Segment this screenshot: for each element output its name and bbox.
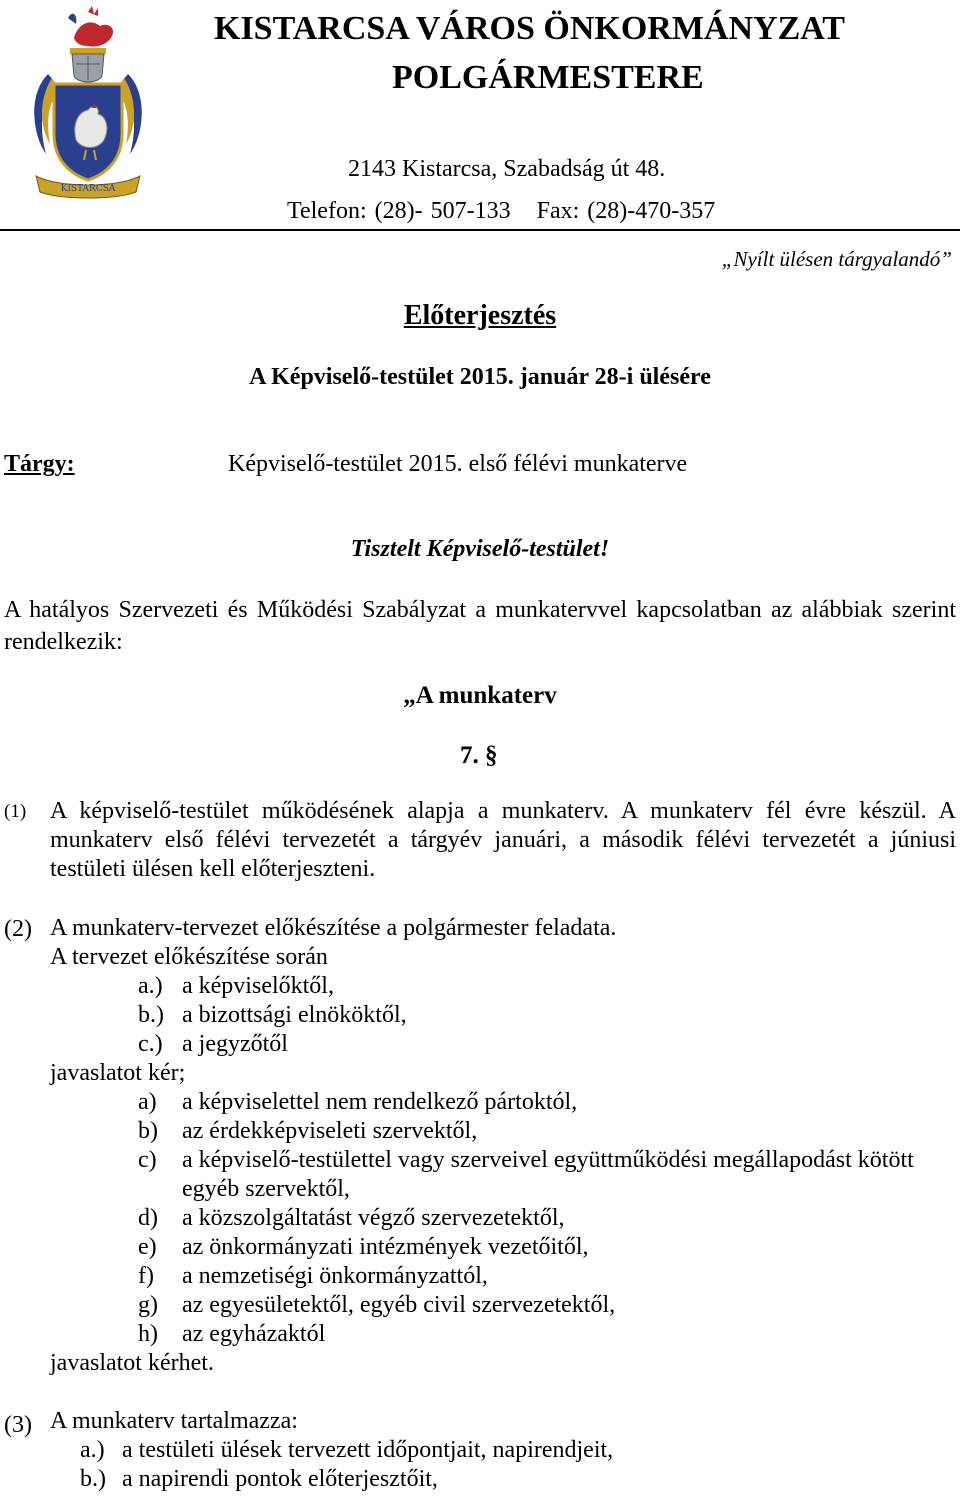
list-item: az egyesületektől, egyéb civil szervezetektől, [182, 1292, 616, 1318]
paragraph-text: javaslatot kérhet. [50, 1350, 214, 1376]
section-number: 7. § [460, 742, 498, 769]
header-divider [0, 229, 960, 231]
coat-of-arms-logo [28, 4, 148, 204]
greeting: Tisztelt Képviselő-testület! [350, 536, 610, 562]
list-item: az egyházaktól [182, 1321, 326, 1347]
list-item-label: c.) [138, 1031, 163, 1057]
phone-number: Telefon: (28)- 507-133 [287, 198, 511, 224]
office-title-line2: POLGÁRMESTERE [392, 59, 704, 96]
list-item-label: d) [138, 1205, 158, 1231]
subject-label: Tárgy: [4, 451, 75, 477]
list-item: a közszolgáltatást végző szervezetektől, [182, 1205, 565, 1231]
list-item-label: e) [138, 1234, 157, 1260]
intro-paragraph: A hatályos Szervezeti és Működési Szabályzat a munkatervvel kapcsolatban az alábbiak szerint rendelkezik: [4, 597, 956, 655]
paragraph-1 [4, 797, 956, 884]
paragraph-text: A tervezet előkészítése során [50, 944, 328, 970]
list-item-continuation: egyéb szervektől, [182, 1176, 350, 1202]
paragraph-text: A munkaterv-tervezet előkészítése a polgármester feladata. [50, 915, 617, 941]
list-item-label: f) [138, 1263, 154, 1289]
paragraph-text: javaslatot kér; [50, 1060, 186, 1086]
paragraph-number: (1) [4, 801, 27, 822]
list-item-label: b) [138, 1118, 158, 1144]
list-item: a nemzetiségi önkormányzattól, [182, 1263, 488, 1289]
list-item-label: a) [138, 1089, 157, 1115]
paragraph-text: A képviselő-testület működésének alapja a munkaterv. A munkaterv fél évre készül. A munkaterv első félévi tervezetét a tárgyév januári, a második félévi tervezetét a júniusi testületi ülésen kell előterjeszteni. [50, 798, 956, 882]
section-title: „A munkaterv [403, 682, 557, 709]
paragraph-text: A munkaterv tartalmazza: [50, 1408, 298, 1434]
list-item: a képviselőktől, [182, 973, 334, 999]
list-item: az önkormányzati intézmények vezetőitől, [182, 1234, 589, 1260]
list-item-label: a.) [138, 973, 163, 999]
fax-number: Fax: (28)-470-357 [536, 198, 716, 224]
subject-text: Képviselő-testület 2015. első félévi munkaterve [228, 451, 688, 477]
list-item-label: a.) [80, 1437, 105, 1463]
office-title-line1: KISTARCSA VÁROS ÖNKORMÁNYZAT [214, 10, 845, 47]
list-item-label: c) [138, 1147, 157, 1173]
paragraph-number: (3) [4, 1412, 32, 1438]
session-status: „Nyílt ülésen tárgyalandó” [721, 247, 952, 271]
document-title: Előterjesztés [403, 300, 557, 331]
office-address: 2143 Kistarcsa, Szabadság út 48. [348, 156, 666, 182]
list-item: az érdekképviseleti szervektől, [182, 1118, 478, 1144]
list-item: a képviselettel nem rendelkező pártoktól, [182, 1089, 578, 1115]
list-item: a napirendi pontok előterjesztőit, [122, 1466, 438, 1492]
list-item-label: b.) [80, 1466, 106, 1492]
list-item-label: g) [138, 1292, 158, 1318]
list-item: a bizottsági elnököktől, [182, 1002, 407, 1028]
list-item-label: h) [138, 1321, 158, 1347]
contact-line [287, 198, 715, 225]
list-item: a testületi ülések tervezett időpontjait, napirendjeit, [122, 1437, 614, 1463]
crest-ribbon-text: KISTARCSA [60, 184, 116, 194]
meeting-line: A Képviselő-testület 2015. január 28-i ülésére [249, 364, 711, 390]
paragraph-number: (2) [4, 916, 32, 942]
list-item: a jegyzőtől [182, 1031, 288, 1057]
list-item-label: b.) [138, 1002, 164, 1028]
list-item: a képviselő-testülettel vagy szerveivel együttműködési megállapodást kötött [182, 1147, 914, 1173]
